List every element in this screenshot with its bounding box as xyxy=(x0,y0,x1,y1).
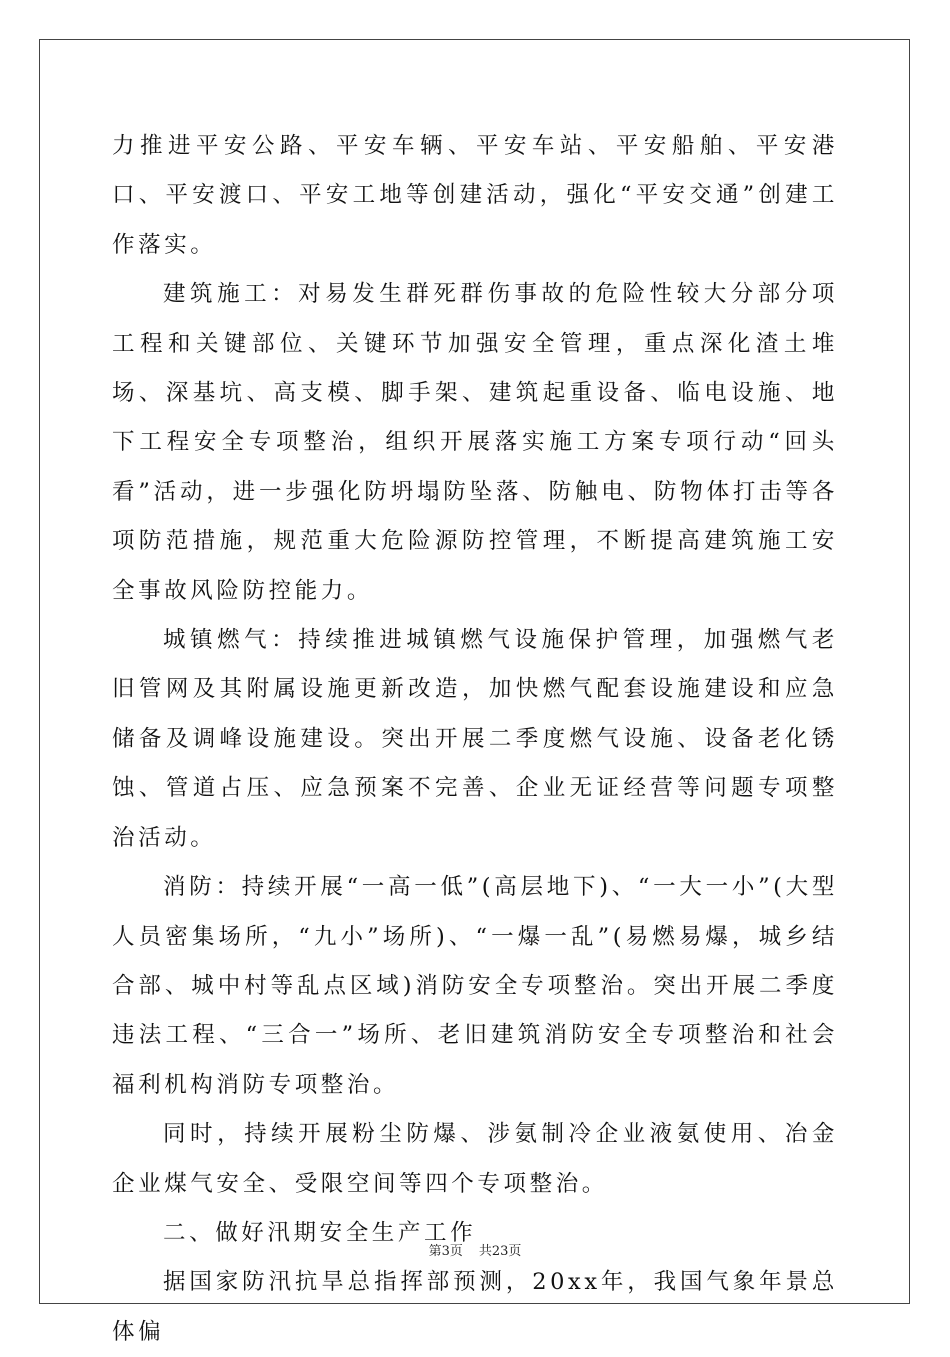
document-body xyxy=(112,122,838,1357)
page-number-total: 共23页 xyxy=(478,1244,522,1259)
paragraph-traffic-continued: 力推进平安公路、平安车辆、平安车站、平安船舶、平安港口、平安渡口、平安工地等创建活动，强化“平安交通”创建工作落实。 xyxy=(112,133,838,258)
page-number-current: 第3页 xyxy=(428,1244,463,1259)
paragraph-construction: 建筑施工：对易发生群死群伤事故的危险性较大分部分项工程和关键部位、关键环节加强安全管理，重点深化渣土堆场、深基坑、高支模、脚手架、建筑起重设备、临电设施、地下工程安全专项整治，组织开展落实施工方案专项行动“回头看”活动，进一步强化防坍塌防坠落、防触电、防物体打击等各项防范措施，规范重大危险源防控管理，不断提高建筑施工安全事故风险防控能力。 xyxy=(112,281,838,604)
paragraph-fire-safety: 消防：持续开展“一高一低”(高层地下)、“一大一小”(大型人员密集场所，“九小”场所)、“一爆一乱”(易燃易爆，城乡结合部、城中村等乱点区域)消防安全专项整治。突出开展二季度违法工程、“三合一”场所、老旧建筑消防安全专项整治和社会福利机构消防专项整治。 xyxy=(112,874,838,1098)
paragraph-other-rectification: 同时，持续开展粉尘防爆、涉氨制冷企业液氨使用、冶金企业煤气安全、受限空间等四个专项整治。 xyxy=(112,1121,838,1197)
section-heading-flood-season: 二、做好汛期安全生产工作 xyxy=(163,1219,477,1246)
page-footer xyxy=(0,1244,950,1260)
paragraph-flood-forecast: 据国家防汛抗旱总指挥部预测，20xx年，我国气象年景总体偏 xyxy=(112,1269,838,1345)
paragraph-urban-gas: 城镇燃气：持续推进城镇燃气设施保护管理，加强燃气老旧管网及其附属设施更新改造，加快燃气配套设施建设和应急储备及调峰设施建设。突出开展二季度燃气设施、设备老化锈蚀、管道占压、应急预案不完善、企业无证经营等问题专项整治活动。 xyxy=(112,627,838,851)
